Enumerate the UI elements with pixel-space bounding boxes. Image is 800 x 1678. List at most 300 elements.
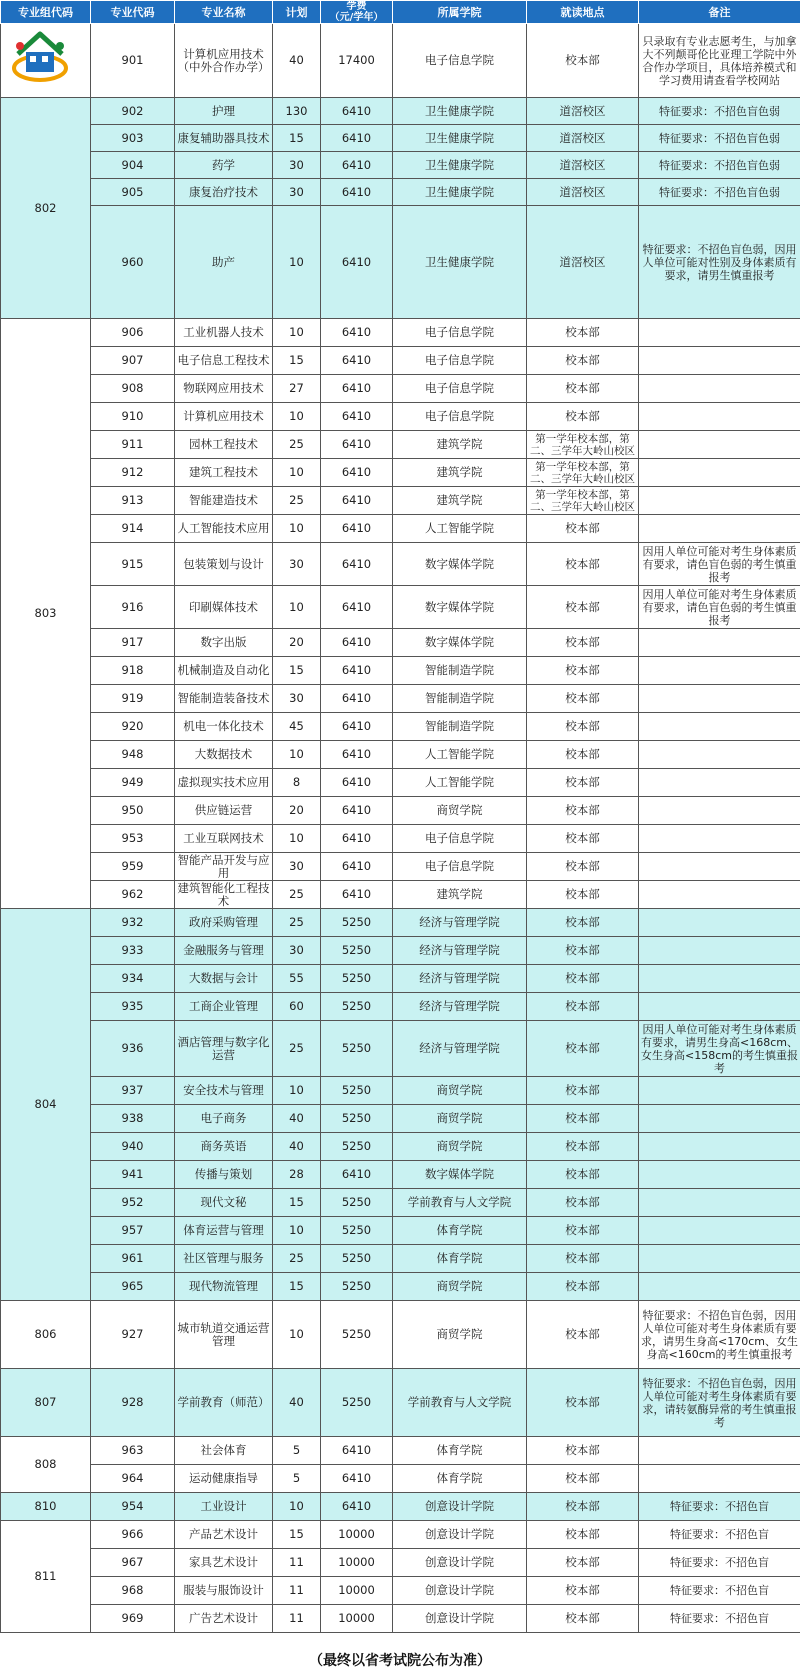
college-cell: 智能制造学院 [393,657,527,685]
major-code-cell: 941 [91,1161,175,1189]
header-group-code: 专业组代码 [1,1,91,24]
plan-count-cell: 28 [273,1161,321,1189]
tuition-cell: 6410 [321,431,393,459]
group-code-cell: 802 [1,98,91,319]
major-name-cell: 智能制造装备技术 [175,685,273,713]
plan-count-cell: 30 [273,685,321,713]
remarks-cell: 特征要求：不招色盲色弱，因用人单位可能对考生身体素质有要求，请男生身高<170cm、女生身高<160cm的考生慎重报考 [639,1301,800,1369]
location-cell: 校本部 [527,1077,639,1105]
major-name-cell: 药学 [175,152,273,179]
major-name-cell: 现代物流管理 [175,1273,273,1301]
plan-count-cell: 15 [273,1273,321,1301]
table-row [1,1577,800,1605]
remarks-cell [639,1245,800,1273]
major-code-cell: 915 [91,543,175,586]
group-code-cell: 803 [1,319,91,909]
remarks-cell [639,769,800,797]
location-cell: 校本部 [527,375,639,403]
remarks-cell [639,515,800,543]
tuition-cell: 5250 [321,1217,393,1245]
major-name-cell: 计算机应用技术 [175,403,273,431]
table-row [1,685,800,713]
tuition-cell: 6410 [321,125,393,152]
plan-count-cell: 40 [273,24,321,98]
major-name-cell: 建筑智能化工程技术 [175,881,273,909]
remarks-cell: 特征要求：不招色盲 [639,1549,800,1577]
college-cell: 卫生健康学院 [393,98,527,125]
major-code-cell: 934 [91,965,175,993]
tuition-cell: 6410 [321,319,393,347]
major-code-cell: 907 [91,347,175,375]
major-name-cell: 工业设计 [175,1493,273,1521]
major-code-cell: 919 [91,685,175,713]
major-name-cell: 智能产品开发与应用 [175,853,273,881]
table-row [1,909,800,937]
location-cell: 校本部 [527,1273,639,1301]
major-code-cell: 927 [91,1301,175,1369]
college-cell: 经济与管理学院 [393,937,527,965]
table-row [1,1133,800,1161]
location-cell: 校本部 [527,515,639,543]
remarks-cell: 特征要求：不招色盲 [639,1605,800,1633]
location-cell: 校本部 [527,1577,639,1605]
major-name-cell: 社区管理与服务 [175,1245,273,1273]
college-cell: 建筑学院 [393,487,527,515]
remarks-cell [639,1105,800,1133]
major-name-cell: 数字出版 [175,629,273,657]
table-row [1,1437,800,1465]
college-cell: 卫生健康学院 [393,125,527,152]
tuition-cell: 5250 [321,909,393,937]
remarks-cell: 因用人单位可能对考生身体素质有要求，请男生身高<168cm、女生身高<158cm的考生慎重报考 [639,1021,800,1077]
major-code-cell: 937 [91,1077,175,1105]
remarks-cell [639,1437,800,1465]
tuition-cell: 6410 [321,487,393,515]
location-cell: 校本部 [527,403,639,431]
header-remarks: 备注 [639,1,800,24]
major-code-cell: 960 [91,206,175,319]
major-name-cell: 金融服务与管理 [175,937,273,965]
location-cell: 道滘校区 [527,125,639,152]
plan-count-cell: 10 [273,459,321,487]
major-name-cell: 计算机应用技术（中外合作办学） [175,24,273,98]
college-cell: 学前教育与人文学院 [393,1369,527,1437]
footer-note: （最终以省考试院公布为准） [309,1653,491,1669]
tuition-cell: 6410 [321,459,393,487]
header-plan: 计划 [273,1,321,24]
group-code-cell: 811 [1,1521,91,1633]
table-row [1,1217,800,1245]
college-cell: 建筑学院 [393,459,527,487]
major-code-cell: 948 [91,741,175,769]
group-code-cell: 810 [1,1493,91,1521]
plan-count-cell: 15 [273,1521,321,1549]
location-cell: 道滘校区 [527,152,639,179]
college-cell: 商贸学院 [393,1273,527,1301]
college-cell: 商贸学院 [393,1105,527,1133]
major-code-cell: 964 [91,1465,175,1493]
plan-count-cell: 10 [273,319,321,347]
location-cell: 校本部 [527,24,639,98]
table-row [1,713,800,741]
plan-count-cell: 15 [273,1189,321,1217]
tuition-cell: 6410 [321,586,393,629]
major-code-cell: 968 [91,1577,175,1605]
plan-count-cell: 30 [273,179,321,206]
remarks-cell [639,853,800,881]
tuition-cell: 5250 [321,1245,393,1273]
college-cell: 体育学院 [393,1465,527,1493]
major-name-cell: 护理 [175,98,273,125]
location-cell: 校本部 [527,993,639,1021]
table-row [1,515,800,543]
location-cell: 校本部 [527,1189,639,1217]
major-name-cell: 工业机器人技术 [175,319,273,347]
location-cell: 校本部 [527,685,639,713]
plan-count-cell: 10 [273,1077,321,1105]
major-name-cell: 运动健康指导 [175,1465,273,1493]
remarks-cell: 特征要求：不招色盲色弱 [639,98,800,125]
remarks-cell: 特征要求：不招色盲色弱，因用人单位可能对性别及身体素质有要求，请男生慎重报考 [639,206,800,319]
major-code-cell: 959 [91,853,175,881]
location-cell: 道滘校区 [527,98,639,125]
plan-count-cell: 10 [273,586,321,629]
remarks-cell [639,993,800,1021]
major-name-cell: 虚拟现实技术应用 [175,769,273,797]
major-name-cell: 政府采购管理 [175,909,273,937]
major-code-cell: 969 [91,1605,175,1633]
college-cell: 电子信息学院 [393,825,527,853]
tuition-cell: 5250 [321,1189,393,1217]
location-cell: 道滘校区 [527,179,639,206]
major-code-cell: 967 [91,1549,175,1577]
table-row [1,98,800,125]
table-row [1,206,800,319]
table-row [1,1369,800,1437]
major-name-cell: 机电一体化技术 [175,713,273,741]
tuition-cell: 6410 [321,515,393,543]
major-code-cell: 917 [91,629,175,657]
tuition-cell: 6410 [321,713,393,741]
table-row [1,347,800,375]
major-code-cell: 902 [91,98,175,125]
major-code-cell: 949 [91,769,175,797]
tuition-cell: 6410 [321,797,393,825]
tuition-cell: 6410 [321,881,393,909]
tuition-cell: 6410 [321,347,393,375]
location-cell: 校本部 [527,347,639,375]
tuition-cell: 5250 [321,1301,393,1369]
major-code-cell: 901 [91,24,175,98]
plan-count-cell: 30 [273,152,321,179]
college-cell: 创意设计学院 [393,1521,527,1549]
tuition-cell: 5250 [321,1133,393,1161]
remarks-cell [639,1133,800,1161]
major-name-cell: 安全技术与管理 [175,1077,273,1105]
house-logo-icon [10,24,70,84]
table-row [1,881,800,909]
table-row [1,1077,800,1105]
remarks-cell [639,487,800,515]
table-row [1,1105,800,1133]
tuition-cell: 17400 [321,24,393,98]
college-cell: 建筑学院 [393,431,527,459]
college-cell: 学前教育与人文学院 [393,1189,527,1217]
remarks-cell [639,1077,800,1105]
plan-count-cell: 15 [273,347,321,375]
college-cell: 卫生健康学院 [393,179,527,206]
major-name-cell: 康复辅助器具技术 [175,125,273,152]
plan-count-cell: 10 [273,403,321,431]
remarks-cell: 特征要求：不招色盲 [639,1577,800,1605]
table-row [1,853,800,881]
college-cell: 数字媒体学院 [393,629,527,657]
major-code-cell: 904 [91,152,175,179]
tuition-cell: 5250 [321,1273,393,1301]
major-code-cell: 957 [91,1217,175,1245]
plan-count-cell: 130 [273,98,321,125]
table-row [1,1273,800,1301]
header-college: 所属学院 [393,1,527,24]
plan-count-cell: 40 [273,1369,321,1437]
remarks-cell: 特征要求：不招色盲色弱，因用人单位可能对考生身体素质有要求，请转氨酶异常的考生慎重报考 [639,1369,800,1437]
remarks-cell: 特征要求：不招色盲色弱 [639,125,800,152]
college-cell: 人工智能学院 [393,769,527,797]
location-cell: 校本部 [527,825,639,853]
plan-count-cell: 25 [273,1245,321,1273]
major-code-cell: 933 [91,937,175,965]
major-name-cell: 电子商务 [175,1105,273,1133]
remarks-cell: 特征要求：不招色盲色弱 [639,152,800,179]
plan-count-cell: 25 [273,487,321,515]
major-name-cell: 酒店管理与数字化运营 [175,1021,273,1077]
major-code-cell: 961 [91,1245,175,1273]
table-row [1,1021,800,1077]
major-code-cell: 910 [91,403,175,431]
college-cell: 商贸学院 [393,1301,527,1369]
plan-count-cell: 25 [273,1021,321,1077]
tuition-cell: 5250 [321,937,393,965]
plan-count-cell: 11 [273,1577,321,1605]
major-name-cell: 印刷媒体技术 [175,586,273,629]
major-name-cell: 现代文秘 [175,1189,273,1217]
location-cell: 校本部 [527,319,639,347]
remarks-cell [639,937,800,965]
plan-count-cell: 30 [273,937,321,965]
major-name-cell: 物联网应用技术 [175,375,273,403]
location-cell: 校本部 [527,586,639,629]
major-name-cell: 机械制造及自动化 [175,657,273,685]
major-code-cell: 912 [91,459,175,487]
plan-count-cell: 25 [273,909,321,937]
table-row [1,1189,800,1217]
tuition-cell: 10000 [321,1521,393,1549]
location-cell: 校本部 [527,1161,639,1189]
plan-count-cell: 45 [273,713,321,741]
header-major-name: 专业名称 [175,1,273,24]
college-cell: 电子信息学院 [393,853,527,881]
tuition-cell: 6410 [321,657,393,685]
remarks-cell [639,685,800,713]
remarks-cell [639,403,800,431]
tuition-cell: 6410 [321,741,393,769]
remarks-cell: 特征要求：不招色盲 [639,1521,800,1549]
remarks-cell [639,1189,800,1217]
remarks-cell [639,319,800,347]
table-row [1,937,800,965]
college-cell: 数字媒体学院 [393,586,527,629]
table-row [1,797,800,825]
table-row [1,769,800,797]
remarks-cell [639,1161,800,1189]
plan-count-cell: 20 [273,629,321,657]
major-name-cell: 人工智能技术应用 [175,515,273,543]
tuition-cell: 5250 [321,993,393,1021]
major-code-cell: 916 [91,586,175,629]
tuition-cell: 6410 [321,1161,393,1189]
table-row [1,1605,800,1633]
major-code-cell: 952 [91,1189,175,1217]
plan-count-cell: 10 [273,1301,321,1369]
plan-count-cell: 25 [273,881,321,909]
tuition-cell: 6410 [321,1437,393,1465]
college-cell: 电子信息学院 [393,319,527,347]
college-cell: 创意设计学院 [393,1493,527,1521]
table-row [1,1521,800,1549]
college-cell: 电子信息学院 [393,347,527,375]
plan-count-cell: 10 [273,206,321,319]
major-code-cell: 950 [91,797,175,825]
table-row [1,125,800,152]
plan-count-cell: 8 [273,769,321,797]
remarks-cell: 特征要求：不招色盲色弱 [639,179,800,206]
remarks-cell: 只录取有专业志愿考生，与加拿大不列颠哥伦比亚理工学院中外合作办学项目，具体培养模式和学习费用请查看学校网站 [639,24,800,98]
major-code-cell: 918 [91,657,175,685]
location-cell: 校本部 [527,629,639,657]
major-name-cell: 包装策划与设计 [175,543,273,586]
table-row [1,741,800,769]
location-cell: 校本部 [527,853,639,881]
table-row [1,431,800,459]
major-code-cell: 906 [91,319,175,347]
major-name-cell: 商务英语 [175,1133,273,1161]
location-cell: 校本部 [527,769,639,797]
plan-count-cell: 60 [273,993,321,1021]
location-cell: 校本部 [527,1105,639,1133]
remarks-cell [639,713,800,741]
major-code-cell: 903 [91,125,175,152]
header-tuition: 学费 （元/学年） [321,1,393,24]
plan-count-cell: 15 [273,657,321,685]
major-name-cell: 工商企业管理 [175,993,273,1021]
tuition-cell: 5250 [321,1077,393,1105]
major-name-cell: 电子信息工程技术 [175,347,273,375]
table-body [1,24,800,1633]
major-name-cell: 社会体育 [175,1437,273,1465]
table-row [1,1245,800,1273]
plan-count-cell: 25 [273,431,321,459]
location-cell: 校本部 [527,741,639,769]
location-cell: 校本部 [527,1133,639,1161]
college-cell: 创意设计学院 [393,1577,527,1605]
location-cell: 校本部 [527,1521,639,1549]
table-row [1,1549,800,1577]
major-name-cell: 大数据与会计 [175,965,273,993]
tuition-cell: 5250 [321,1105,393,1133]
college-cell: 数字媒体学院 [393,543,527,586]
tuition-cell: 6410 [321,1493,393,1521]
major-name-cell: 传播与策划 [175,1161,273,1189]
major-name-cell: 园林工程技术 [175,431,273,459]
remarks-cell: 因用人单位可能对考生身体素质有要求，请色盲色弱的考生慎重报考 [639,543,800,586]
location-cell: 校本部 [527,909,639,937]
major-name-cell: 体育运营与管理 [175,1217,273,1245]
location-cell: 校本部 [527,1245,639,1273]
remarks-cell [639,459,800,487]
remarks-cell [639,825,800,853]
college-cell: 创意设计学院 [393,1549,527,1577]
header-row [1,1,800,24]
location-cell: 校本部 [527,881,639,909]
group-code-cell: 807 [1,1369,91,1437]
tuition-cell: 6410 [321,825,393,853]
major-code-cell: 965 [91,1273,175,1301]
table-row [1,657,800,685]
major-code-cell: 966 [91,1521,175,1549]
group-code-cell: 804 [1,909,91,1301]
college-cell: 智能制造学院 [393,713,527,741]
college-cell: 电子信息学院 [393,403,527,431]
major-name-cell: 大数据技术 [175,741,273,769]
college-cell: 体育学院 [393,1217,527,1245]
plan-count-cell: 11 [273,1549,321,1577]
remarks-cell [639,347,800,375]
remarks-cell [639,965,800,993]
major-code-cell: 928 [91,1369,175,1437]
major-name-cell: 广告艺术设计 [175,1605,273,1633]
college-cell: 数字媒体学院 [393,1161,527,1189]
location-cell: 第一学年校本部，第二、三学年大岭山校区 [527,487,639,515]
tuition-cell: 6410 [321,853,393,881]
table-row [1,1493,800,1521]
major-code-cell: 932 [91,909,175,937]
remarks-cell [639,1465,800,1493]
plan-count-cell: 40 [273,1133,321,1161]
table-row [1,24,800,98]
table-row [1,319,800,347]
location-cell: 校本部 [527,1549,639,1577]
plan-count-cell: 10 [273,1493,321,1521]
remarks-cell [639,629,800,657]
remarks-cell [639,881,800,909]
major-name-cell: 家具艺术设计 [175,1549,273,1577]
plan-count-cell: 55 [273,965,321,993]
remarks-cell [639,657,800,685]
college-cell: 人工智能学院 [393,741,527,769]
location-cell: 校本部 [527,1605,639,1633]
plan-count-cell: 15 [273,125,321,152]
table-row [1,825,800,853]
plan-count-cell: 10 [273,1217,321,1245]
major-code-cell: 962 [91,881,175,909]
college-cell: 经济与管理学院 [393,965,527,993]
location-cell: 校本部 [527,543,639,586]
major-code-cell: 963 [91,1437,175,1465]
plan-count-cell: 27 [273,375,321,403]
location-cell: 校本部 [527,1301,639,1369]
tuition-cell: 6410 [321,375,393,403]
table-row [1,403,800,431]
